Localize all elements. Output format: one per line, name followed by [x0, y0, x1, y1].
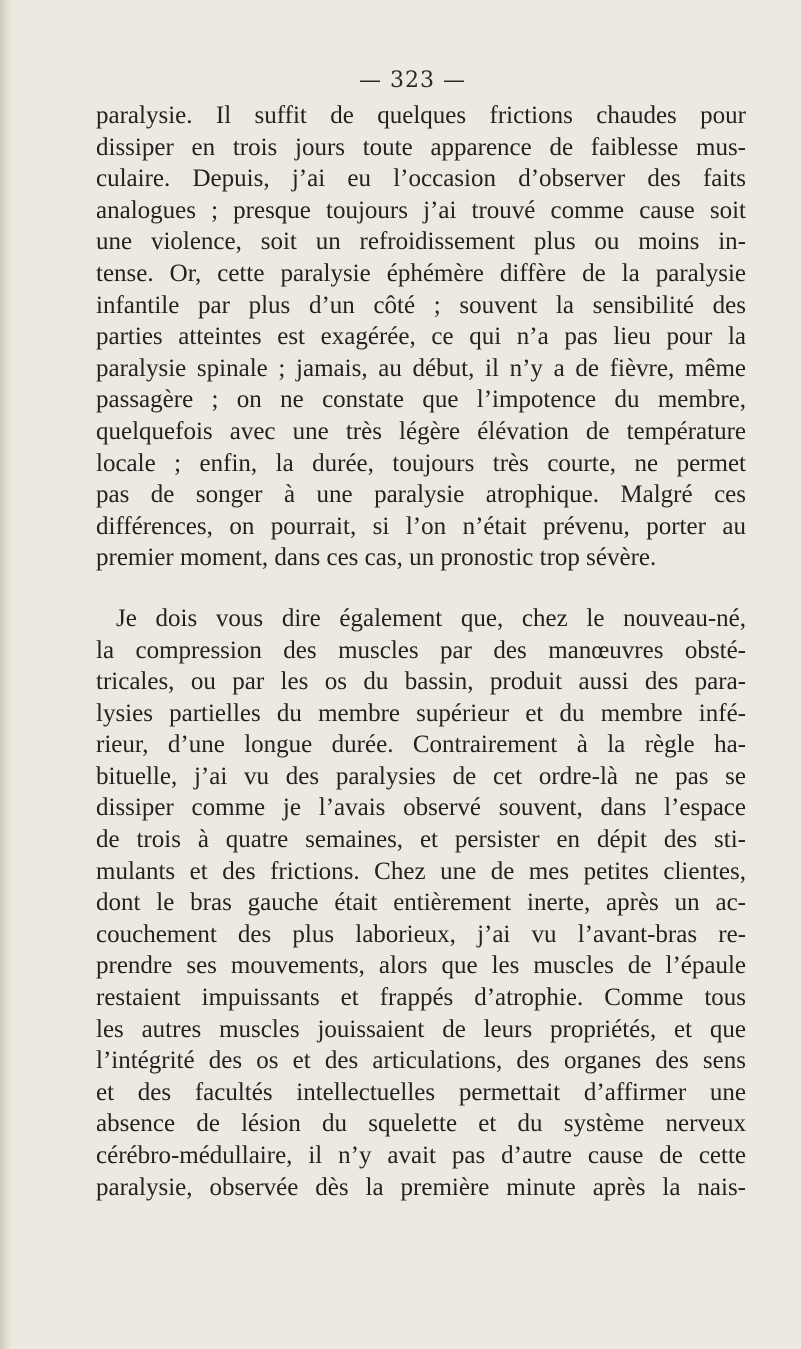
- text-line: locale ; enfin, la durée, toujours très courte, ne permet: [96, 449, 746, 477]
- text-line: dissiper comme je l’avais observé souvent, dans l’espace: [96, 794, 746, 822]
- text-line: couchement des plus laborieux, j’ai vu l’avant-bras re-: [96, 920, 746, 948]
- text-line: quelquefois avec une très légère élévation de température: [96, 417, 746, 445]
- text-line: l’intégrité des os et des articulations, des organes des sens: [96, 1047, 746, 1075]
- text-line: paralysie, observée dès la première minute après la nais-: [96, 1173, 746, 1201]
- text-line: paralysie spinale ; jamais, au début, il n’y a de fièvre, même: [96, 354, 746, 382]
- page-binding-edge: [0, 0, 12, 1349]
- text-line: cérébro-médullaire, il n’y avait pas d’autre cause de cette: [96, 1142, 746, 1169]
- text-line: de trois à quatre semaines, et persister en dépit des sti-: [96, 826, 746, 854]
- text-line: lysies partielles du membre supérieur et du membre infé-: [96, 699, 746, 727]
- text-line: dont le bras gauche était entièrement inerte, après un ac-: [96, 889, 746, 917]
- text-line: bituelle, j’ai vu des paralysies de cet ordre-là ne pas se: [96, 762, 746, 790]
- text-line: dissiper en trois jours toute apparence de faiblesse mus-: [96, 133, 746, 161]
- text-line: parties atteintes est exagérée, ce qui n’a pas lieu pour la: [96, 323, 746, 351]
- text-line: pas de songer à une paralysie atrophique. Malgré ces: [96, 481, 746, 509]
- text-line: mulants et des frictions. Chez une de mes petites clientes,: [96, 857, 746, 885]
- text-line: passagère ; on ne constate que l’impotence du membre,: [96, 386, 746, 414]
- paragraph-gap: [96, 574, 746, 603]
- text-line: restaient impuissants et frappés d’atrophie. Comme tous: [96, 984, 746, 1012]
- text-line: infantile par plus d’un côté ; souvent la sensibilité des: [96, 291, 746, 319]
- text-line: analogues ; presque toujours j’ai trouvé comme cause soit: [96, 196, 746, 224]
- text-line: tense. Or, cette paralysie éphémère diffère de la paralysie: [96, 259, 746, 287]
- paragraph-1: [96, 100, 746, 574]
- text-line: tricales, ou par les os du bassin, produit aussi des para-: [96, 668, 746, 696]
- text-line: premier moment, dans ces cas, un pronostic trop sévère.: [96, 544, 657, 572]
- text-line: la compression des muscles par des manœuvres obsté-: [96, 636, 746, 664]
- text-line: et des facultés intellectuelles permettait d’affirmer une: [96, 1078, 746, 1106]
- paragraph-2: [96, 603, 746, 1203]
- text-line: paralysie. Il suffit de quelques frictions chaudes pour: [96, 102, 746, 129]
- text-line: une violence, soit un refroidissement plus ou moins in-: [96, 228, 746, 256]
- page-number: — 323 —: [359, 68, 466, 93]
- body-text: [96, 100, 746, 1203]
- text-line: culaire. Depuis, j’ai eu l’occasion d’observer des faits: [96, 165, 746, 193]
- text-line: les autres muscles jouissaient de leurs propriétés, et que: [96, 1015, 746, 1043]
- text-line: prendre ses mouvements, alors que les muscles de l’épaule: [96, 952, 746, 980]
- text-line: rieur, d’une longue durée. Contrairement à la règle ha-: [96, 731, 746, 759]
- text-line: Je dois vous dire également que, chez le nouveau-né,: [116, 604, 746, 632]
- text-line: différences, on pourrait, si l’on n’était prévenu, porter au: [96, 512, 746, 540]
- text-line: absence de lésion du squelette et du système nerveux: [96, 1110, 746, 1138]
